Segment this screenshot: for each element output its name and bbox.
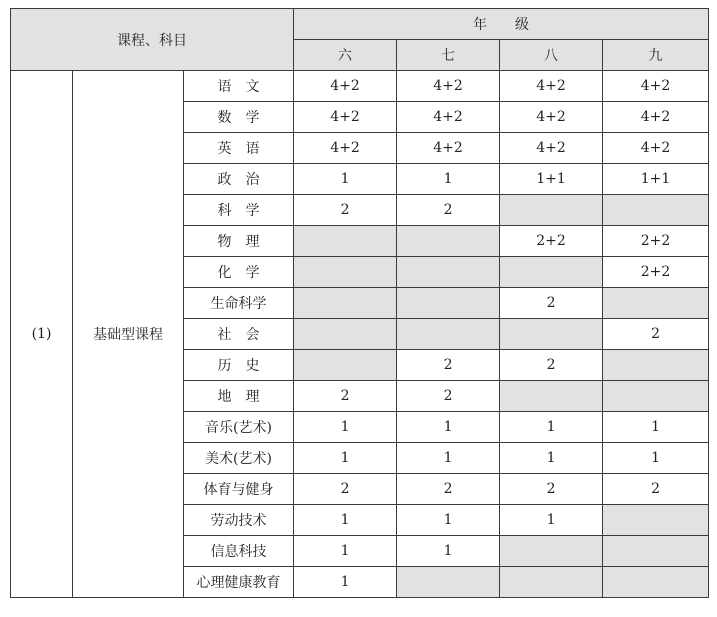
subject-name: 地 理 [184, 381, 294, 412]
hours-cell [603, 381, 709, 412]
subject-name: 音乐(艺术) [184, 412, 294, 443]
subject-name: 政 治 [184, 164, 294, 195]
subject-name: 英 语 [184, 133, 294, 164]
hours-cell: 2 [294, 195, 397, 226]
hours-cell: 4+2 [294, 71, 397, 102]
hours-cell: 1 [294, 567, 397, 598]
table-row [11, 71, 709, 102]
hours-cell: 4+2 [603, 102, 709, 133]
hours-cell: 1 [397, 443, 500, 474]
hours-cell: 1 [294, 443, 397, 474]
subject-name: 科 学 [184, 195, 294, 226]
hours-cell [603, 505, 709, 536]
hours-cell: 4+2 [500, 133, 603, 164]
hours-cell [294, 226, 397, 257]
hours-cell [603, 195, 709, 226]
subject-name: 历 史 [184, 350, 294, 381]
hours-cell: 4+2 [603, 133, 709, 164]
hours-cell [397, 288, 500, 319]
group-type: 基础型课程 [73, 71, 184, 598]
hours-cell: 2 [500, 474, 603, 505]
subject-name: 物 理 [184, 226, 294, 257]
hours-cell: 2+2 [500, 226, 603, 257]
hours-cell: 1 [500, 443, 603, 474]
hours-cell: 4+2 [294, 102, 397, 133]
hours-cell: 1 [294, 536, 397, 567]
hours-cell: 2 [294, 474, 397, 505]
hours-cell: 1+1 [500, 164, 603, 195]
hours-cell: 4+2 [603, 71, 709, 102]
hours-cell [294, 257, 397, 288]
hours-cell [294, 319, 397, 350]
curriculum-table [10, 8, 709, 598]
subject-name: 数 学 [184, 102, 294, 133]
corner-label: 课程、科目 [11, 9, 294, 71]
hours-cell: 1 [500, 412, 603, 443]
hours-cell [603, 350, 709, 381]
hours-cell: 2 [500, 288, 603, 319]
grade-header: 年 级 [294, 9, 709, 40]
hours-cell: 1 [397, 412, 500, 443]
grade-col-9: 九 [603, 40, 709, 71]
subject-name: 劳动技术 [184, 505, 294, 536]
hours-cell: 4+2 [500, 71, 603, 102]
hours-cell: 2 [397, 350, 500, 381]
subject-name: 语 文 [184, 71, 294, 102]
grade-col-8: 八 [500, 40, 603, 71]
hours-cell: 1 [397, 164, 500, 195]
hours-cell: 1 [294, 164, 397, 195]
subject-name: 心理健康教育 [184, 567, 294, 598]
hours-cell [397, 319, 500, 350]
header-row-1 [11, 9, 709, 40]
hours-cell: 2 [294, 381, 397, 412]
subject-name: 美术(艺术) [184, 443, 294, 474]
hours-cell [397, 567, 500, 598]
hours-cell: 1 [397, 505, 500, 536]
grade-col-7: 七 [397, 40, 500, 71]
hours-cell [397, 257, 500, 288]
subject-name: 社 会 [184, 319, 294, 350]
hours-cell [603, 567, 709, 598]
hours-cell: 1 [500, 505, 603, 536]
hours-cell: 1 [603, 443, 709, 474]
grade-col-6: 六 [294, 40, 397, 71]
hours-cell: 2 [603, 319, 709, 350]
hours-cell: 2 [500, 350, 603, 381]
hours-cell: 4+2 [397, 133, 500, 164]
group-index: (1) [11, 71, 73, 598]
hours-cell: 1 [294, 505, 397, 536]
hours-cell: 4+2 [397, 102, 500, 133]
hours-cell [500, 536, 603, 567]
hours-cell [294, 350, 397, 381]
subject-name: 生命科学 [184, 288, 294, 319]
hours-cell: 4+2 [294, 133, 397, 164]
subject-name: 体育与健身 [184, 474, 294, 505]
hours-cell [500, 257, 603, 288]
hours-cell [500, 567, 603, 598]
subject-name: 化 学 [184, 257, 294, 288]
hours-cell: 2 [397, 195, 500, 226]
hours-cell: 2+2 [603, 257, 709, 288]
hours-cell: 1 [294, 412, 397, 443]
hours-cell: 1 [397, 536, 500, 567]
hours-cell: 2 [397, 474, 500, 505]
hours-cell [397, 226, 500, 257]
table-body [11, 71, 709, 598]
hours-cell: 2 [603, 474, 709, 505]
hours-cell [603, 536, 709, 567]
hours-cell: 2 [397, 381, 500, 412]
subject-name: 信息科技 [184, 536, 294, 567]
hours-cell [500, 195, 603, 226]
hours-cell: 1+1 [603, 164, 709, 195]
hours-cell: 4+2 [397, 71, 500, 102]
hours-cell [294, 288, 397, 319]
hours-cell [603, 288, 709, 319]
hours-cell: 1 [603, 412, 709, 443]
hours-cell: 2+2 [603, 226, 709, 257]
hours-cell [500, 319, 603, 350]
hours-cell: 4+2 [500, 102, 603, 133]
hours-cell [500, 381, 603, 412]
